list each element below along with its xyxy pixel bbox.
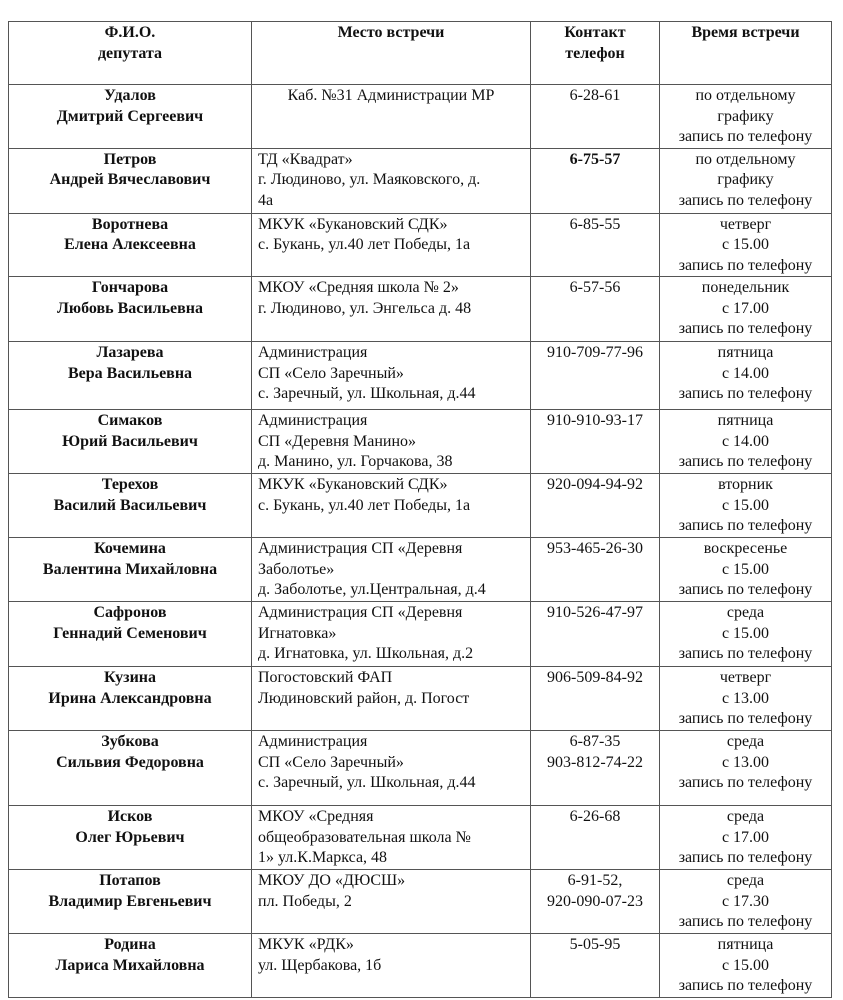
meeting-place-cell-line: Администрация [258,412,368,429]
deputy-name-cell-line: Родина [104,936,156,953]
meeting-time-cell-line: вторник [718,476,773,493]
meeting-time-cell-line: запись по телефону [678,385,813,402]
header-place-label: Место встречи [337,24,445,41]
meeting-time-cell [660,85,832,149]
meeting-time-cell-line: воскресенье [703,540,788,557]
contact-phone-cell-line: 906-509-84-92 [547,669,643,686]
meeting-place-cell-line: Игнатовка» [258,624,337,642]
deputy-name-cell [9,602,252,667]
meeting-time-cell-line: с 13.00 [721,689,770,707]
table-row [9,474,832,538]
meeting-place-cell-line: МКОУ «Средняя [258,808,374,825]
contact-phone-cell-line: 6-87-35 [569,733,621,750]
meeting-time-cell-line: с 13.00 [721,753,770,771]
contact-phone-cell-line: 903-812-74-22 [547,753,643,771]
meeting-time-cell-line: среда [726,604,765,621]
contact-phone-cell-line: 6-85-55 [569,215,621,233]
meeting-place-cell [252,342,531,410]
meeting-time-cell-line: четверг [719,215,772,233]
table-header-row [9,22,832,85]
meeting-place-cell-line: СП «Село Заречный» [258,364,404,382]
deputy-name-cell-line: Гончарова [91,279,169,296]
meeting-place-cell [252,474,531,538]
meeting-time-cell [660,277,832,342]
table-row [9,85,832,149]
meeting-time-cell-line: запись по телефону [678,581,813,598]
deputy-name-cell-line: Зубкова [101,733,159,750]
deputy-name-cell [9,474,252,538]
meeting-time-cell-line: запись по телефону [678,849,813,866]
deputy-name-cell [9,85,252,149]
contact-phone-cell-line: 920-090-07-23 [547,892,643,910]
deputy-name-cell-line: Любовь Васильевна [56,299,204,317]
header-time [660,22,832,85]
meeting-place-cell-line: Администрация СП «Деревня [258,604,463,621]
meeting-time-cell-line: запись по телефону [678,774,813,791]
meeting-time-cell-line: среда [726,808,765,825]
deputy-name-cell-line: Исков [107,808,153,825]
meeting-place-cell-line: Погостовский ФАП [258,669,393,686]
meeting-place-cell-line: Людиновский район, д. Погост [258,689,470,707]
meeting-time-cell-line: с 17.30 [721,892,770,910]
header-name [9,22,252,85]
contact-phone-cell [531,602,660,667]
deputy-name-cell [9,870,252,934]
meeting-time-cell [660,342,832,410]
meeting-time-cell [660,806,832,870]
contact-phone-cell-line: 910-709-77-96 [547,344,643,361]
contact-phone-cell [531,870,660,934]
contact-phone-cell [531,538,660,602]
meeting-time-cell-line: с 14.00 [721,432,770,450]
meeting-place-cell [252,870,531,934]
meeting-time-cell [660,410,832,474]
meeting-place-cell-line: Заболотье» [258,560,335,578]
meeting-time-cell [660,870,832,934]
meeting-time-cell-line: с 15.00 [721,624,770,642]
deputy-name-cell-line: Геннадий Семенович [53,624,207,642]
deputy-name-cell [9,934,252,998]
meeting-place-cell-line: с. Заречный, ул. Школьная, д.44 [258,385,476,402]
meeting-place-cell [252,731,531,806]
deputy-name-cell [9,213,252,277]
contact-phone-cell [531,731,660,806]
meeting-time-cell-line: с 15.00 [721,496,770,514]
table-row [9,870,832,934]
meeting-time-cell-line: графику [717,107,774,125]
contact-phone-cell [531,667,660,731]
deputy-name-cell-line: Воротнева [91,215,169,233]
contact-phone-cell-line: 910-526-47-97 [547,604,643,621]
contact-phone-cell [531,277,660,342]
meeting-place-cell-line: ул. Щербакова, 1б [258,956,382,974]
meeting-place-cell-line: г. Людиново, ул. Маяковского, д. [258,171,481,188]
deputy-name-cell-line: Андрей Вячеславович [49,171,211,188]
meeting-place-cell [252,148,531,213]
contact-phone-cell-line: 6-57-56 [569,279,621,296]
meeting-place-cell [252,934,531,998]
deputy-name-cell-line: Сильвия Федоровна [56,753,204,771]
meeting-place-cell-line: общеобразовательная школа № [258,828,471,846]
meeting-place-cell-line: 4а [258,191,274,209]
deputy-name-cell [9,148,252,213]
deputy-name-cell-line: Лариса Михайловна [55,956,205,974]
deputy-name-cell-line: Терехов [101,476,159,493]
meeting-time-cell-line: запись по телефону [678,977,813,994]
meeting-place-cell-line: Администрация СП «Деревня [258,540,463,557]
table-row [9,148,832,213]
meeting-time-cell-line: запись по телефону [678,517,813,534]
table-row [9,277,832,342]
meeting-time-cell-line: четверг [719,669,772,686]
contact-phone-cell-line: 6-91-52, [567,872,623,889]
table-row [9,602,832,667]
meeting-time-cell [660,148,832,213]
meeting-place-cell-line: СП «Деревня Манино» [258,432,417,450]
header-place [252,22,531,85]
contact-phone-cell-line: 953-465-26-30 [547,540,643,557]
meeting-place-cell-line: пл. Победы, 2 [258,892,352,910]
meeting-place-cell-line: СП «Село Заречный» [258,753,404,771]
contact-phone-cell [531,213,660,277]
deputy-name-cell [9,667,252,731]
meeting-place-cell [252,806,531,870]
deputy-name-cell-line: Кочемина [94,540,166,557]
meeting-place-cell-line: МКУК «РДК» [258,936,354,953]
header-name-line: депутата [97,44,163,62]
contact-phone-cell-line: 6-26-68 [569,808,621,825]
meeting-time-cell [660,731,832,806]
meeting-time-cell [660,213,832,277]
deputy-name-cell [9,731,252,806]
meeting-place-cell-line: МКУК «Букановский СДК» [258,215,448,233]
contact-phone-cell-line: 920-094-94-92 [547,476,643,493]
meeting-place-cell [252,213,531,277]
contact-phone-cell [531,474,660,538]
meeting-place-cell-line: д. Игнатовка, ул. Школьная, д.2 [258,645,474,662]
deputy-name-cell-line: Удалов [104,87,156,104]
table-row [9,342,832,410]
meeting-place-cell-line: с. Заречный, ул. Школьная, д.44 [258,774,476,791]
meeting-time-cell-line: с 15.00 [721,236,770,253]
contact-phone-cell-line: 6-28-61 [569,87,621,104]
deputy-name-cell-line: Петров [103,150,157,168]
contact-phone-cell [531,410,660,474]
meeting-place-cell-line: Администрация [258,733,368,750]
meeting-time-cell-line: пятница [717,344,774,361]
meeting-time-cell-line: с 15.00 [721,560,770,578]
deputy-name-cell [9,806,252,870]
meeting-time-cell [660,667,832,731]
meeting-time-cell-line: запись по телефону [678,453,813,470]
deputy-meeting-schedule-table [8,21,832,998]
deputy-name-cell-line: Сафронов [93,604,167,621]
meeting-time-cell-line: запись по телефону [678,256,813,274]
table-row [9,806,832,870]
meeting-place-cell-line: ТД «Квадрат» [258,150,353,168]
meeting-place-cell-line: Каб. №31 Администрации МР [287,87,495,104]
deputy-name-cell-line: Василий Васильевич [53,496,207,514]
meeting-time-cell-line: пятница [717,936,774,953]
header-phone-line: телефон [565,44,625,62]
meeting-time-cell [660,538,832,602]
meeting-time-cell-line: с 17.00 [721,828,770,846]
table-row [9,410,832,474]
table-row [9,667,832,731]
meeting-place-cell-line: с. Букань, ул.40 лет Победы, 1а [258,496,471,514]
meeting-time-cell-line: графику [717,171,774,188]
meeting-place-cell-line: МКУК «Букановский СДК» [258,476,448,493]
meeting-place-cell-line: с. Букань, ул.40 лет Победы, 1а [258,236,471,253]
contact-phone-cell [531,934,660,998]
header-time-label: Время встречи [691,24,800,41]
meeting-place-cell-line: д. Заболотье, ул.Центральная, д.4 [258,581,486,598]
header-name-line: Ф.И.О. [104,24,156,41]
table-body [9,85,832,998]
contact-phone-cell [531,342,660,410]
meeting-place-cell-line: МКОУ «Средняя школа № 2» [258,279,459,296]
meeting-time-cell-line: с 17.00 [721,299,770,317]
meeting-time-cell [660,474,832,538]
meeting-time-cell-line: запись по телефону [678,913,813,930]
meeting-place-cell [252,410,531,474]
meeting-time-cell-line: запись по телефону [678,128,813,145]
meeting-time-cell-line: запись по телефону [678,645,813,662]
table-row [9,934,832,998]
table-row [9,213,832,277]
meeting-time-cell-line: по отдельному [695,150,796,168]
meeting-time-cell-line: запись по телефону [678,320,813,337]
meeting-place-cell [252,277,531,342]
contact-phone-cell-line: 6-75-57 [569,150,621,168]
contact-phone-cell [531,148,660,213]
meeting-place-cell-line: МКОУ ДО «ДЮСШ» [258,872,406,889]
meeting-place-cell-line: д. Манино, ул. Горчакова, 38 [258,453,453,470]
meeting-time-cell-line: среда [726,733,765,750]
deputy-name-cell-line: Олег Юрьевич [75,828,185,846]
table-row [9,731,832,806]
meeting-time-cell-line: с 15.00 [721,956,770,974]
meeting-time-cell-line: запись по телефону [678,191,813,209]
contact-phone-cell [531,806,660,870]
deputy-name-cell-line: Юрий Васильевич [62,432,198,450]
table-row [9,538,832,602]
meeting-place-cell-line: г. Людиново, ул. Энгельса д. 48 [258,299,472,317]
meeting-place-cell [252,667,531,731]
deputy-name-cell-line: Лазарева [96,344,164,361]
header-phone-line: Контакт [564,24,626,41]
deputy-name-cell-line: Ирина Александровна [48,689,212,707]
meeting-time-cell-line: с 14.00 [721,364,770,382]
header-phone [531,22,660,85]
meeting-place-cell-line: 1» ул.К.Маркса, 48 [258,849,388,866]
deputy-name-cell [9,538,252,602]
meeting-time-cell-line: среда [726,872,765,889]
meeting-time-cell [660,602,832,667]
meeting-time-cell-line: по отдельному [695,87,796,104]
contact-phone-cell-line: 5-05-95 [569,936,621,953]
contact-phone-cell [531,85,660,149]
meeting-time-cell-line: запись по телефону [678,710,813,727]
deputy-name-cell-line: Владимир Евгеньевич [48,892,212,910]
meeting-place-cell [252,602,531,667]
deputy-name-cell-line: Симаков [97,412,163,429]
meeting-place-cell [252,85,531,149]
meeting-time-cell-line: понедельник [701,279,790,296]
deputy-name-cell [9,410,252,474]
deputy-name-cell-line: Валентина Михайловна [42,560,218,578]
deputy-name-cell-line: Вера Васильевна [67,364,193,382]
deputy-name-cell-line: Потапов [99,872,161,889]
deputy-name-cell [9,342,252,410]
meeting-place-cell-line: Администрация [258,344,368,361]
deputy-name-cell-line: Елена Алексеевна [64,236,196,253]
meeting-place-cell [252,538,531,602]
deputy-name-cell-line: Кузина [103,669,157,686]
deputy-name-cell-line: Дмитрий Сергеевич [56,107,204,125]
meeting-time-cell [660,934,832,998]
contact-phone-cell-line: 910-910-93-17 [547,412,643,429]
meeting-time-cell-line: пятница [717,412,774,429]
deputy-name-cell [9,277,252,342]
